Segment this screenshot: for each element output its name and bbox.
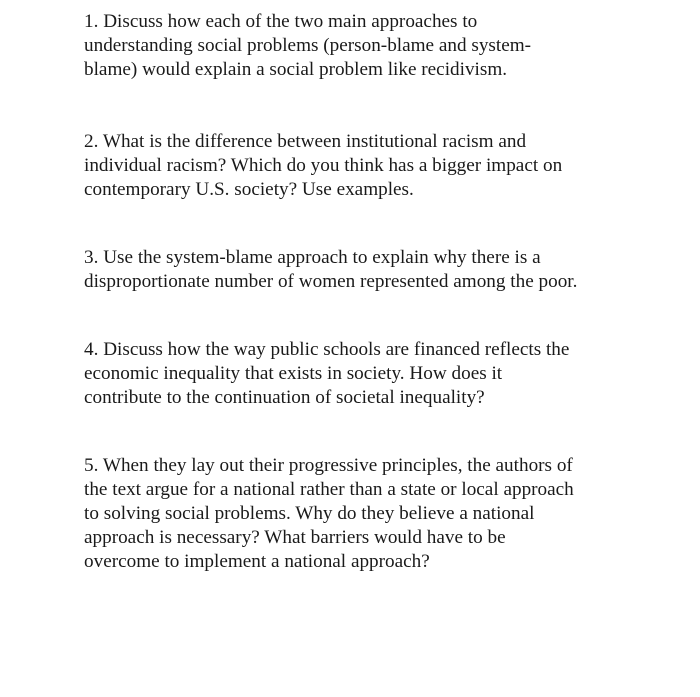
question-5: 5. When they lay out their progressive principles, the authors of the text argue for a national rather than a state or local approach to solving social problems. Why do they believe a national approach is necessary? What barriers would have to be overcome to implement a national approach? <box>84 455 574 572</box>
question-3: 3. Use the system-blame approach to explain why there is a disproportionate number of women represented among the poor. <box>84 247 578 292</box>
question-4: 4. Discuss how the way public schools are financed reflects the economic inequality that exists in society. How does it contribute to the continuation of societal inequality? <box>84 339 570 408</box>
question-2: 2. What is the difference between institutional racism and individual racism? Which do you think has a bigger impact on contemporary U.S. society? Use examples. <box>84 131 563 200</box>
question-1: 1. Discuss how each of the two main approaches to understanding social problems (person-blame and system- blame) would explain a social problem like recidivism. <box>84 11 532 80</box>
